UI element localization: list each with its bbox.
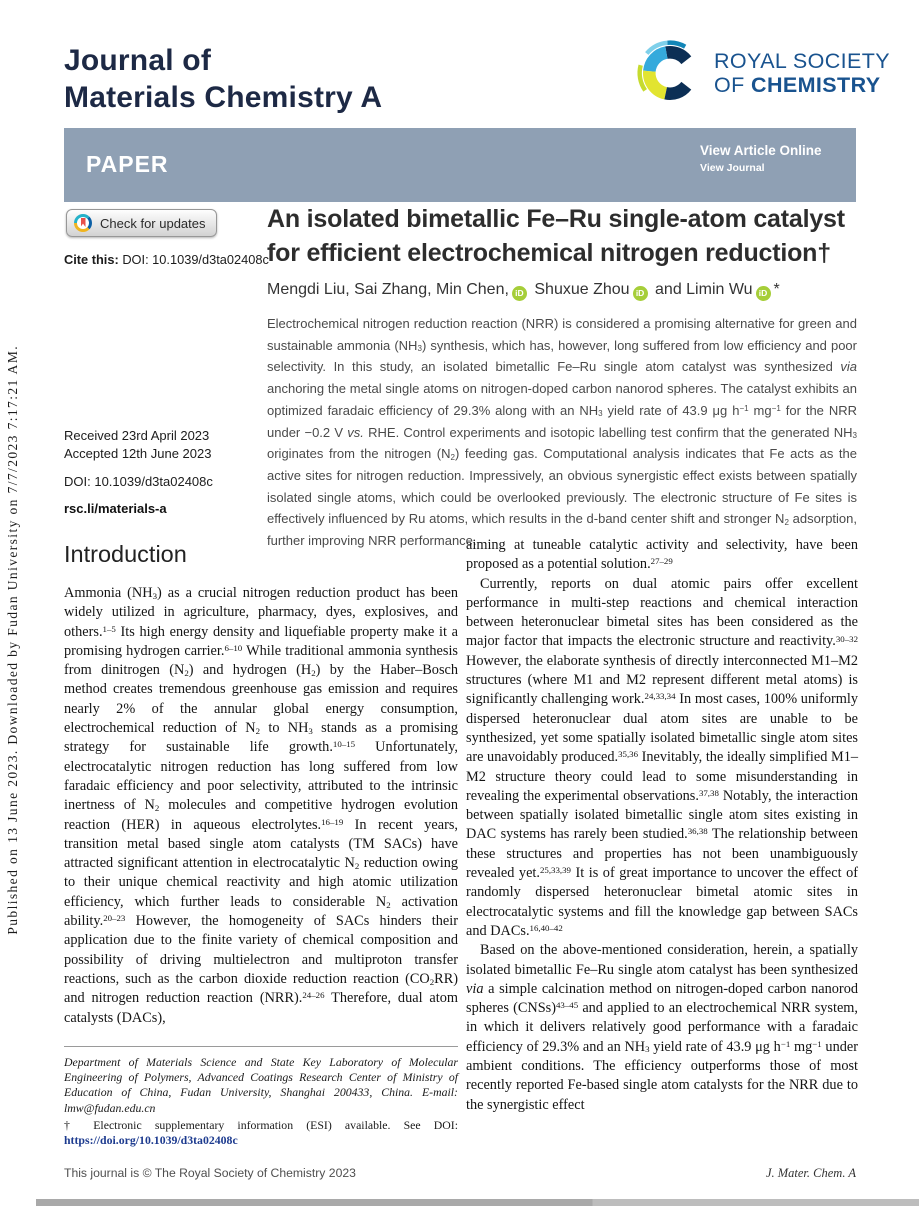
- rsc-logo-text: [714, 49, 890, 97]
- crossmark-icon: [74, 214, 92, 232]
- rsc-logo-line2: OF CHEMISTRY: [714, 73, 881, 97]
- orcid-icon[interactable]: iD: [512, 286, 527, 301]
- check-for-updates-label: Check for updates: [100, 215, 206, 231]
- esi-doi-link[interactable]: https://doi.org/10.1039/d3ta02408c: [64, 1133, 238, 1148]
- footnote-block: [64, 1046, 458, 1148]
- view-article-online-link[interactable]: View Article Online: [700, 143, 822, 158]
- intro-paragraph-1: Ammonia $(NH_3)$ as a crucial nitrogen reduction product has been widely utilized in agriculture, pharmacy, dyes, explosives, and others.$^{1-5}$ Its high energy density and liquefiable property make it a promising hydrogen carrier.$^{6-10}$ While traditional ammonia synthesis from dinitrogen $(N_2)$ and hydrogen $(H_2)$ by the Haber–Bosch method creates tremendous greenhouse gas emission and requires nearly 2% of the annular global energy consumption, electrochemical reduction of $N_2$ to $NH_3$ stands as a promising strategy for sustainable life growth.$^{10-15}$ Unfortunately, electrocatalytic nitrogen reduction has long suffered from low faradaic efficiency and poor selectivity, attributed to the intrinsic inertness of $N_2$ molecules and competitive hydrogen evolution reaction (HER) in aqueous electrolytes.$^{16-19}$ In recent years, transition metal based single atom catalysts (TM SACs) have attracted significant attention in electrocatalytic $N_2$ reduction owing to their unique chemical reactivity and high atomic utilization efficiency, which further leads to considerable $N_2$ activation ability.$^{20-23}$ However, the homogeneity of SACs hinders their application due to the finite variety of chemical composition and possibility of driving multielectron and multiproton transfer reactions, such as the carbon dioxide reduction reaction $(CO_2RR)$ and nitrogen reduction reaction (NRR).$^{24-26}$ Therefore, dual atom catalysts (DACs),: [64, 585, 459, 1026]
- received-date: Received 23rd April 2023: [64, 428, 210, 443]
- esi-note-text: † Electronic supplementary information (ESI) available. See DOI:: [64, 1117, 458, 1132]
- rsc-logo: [633, 36, 890, 110]
- author-group-3: and Limin Wu: [655, 281, 753, 298]
- intro-paragraph-1-continued: aiming at tuneable catalytic activity and selectivity, have been proposed as a potential solution.$^{27-29}$: [466, 537, 858, 573]
- author-group-1: Mengdi Liu, Sai Zhang, Min Chen,: [267, 281, 509, 298]
- cite-this-label: Cite this:: [64, 252, 119, 267]
- journal-name-line2: Materials Chemistry A: [64, 81, 383, 114]
- cite-this-line: [64, 252, 269, 267]
- accepted-date: Accepted 12th June 2023: [64, 446, 212, 461]
- journal-masthead: [64, 42, 382, 116]
- doi-line: DOI: 10.1039/d3ta02408c: [64, 474, 213, 489]
- received-accepted-dates: [64, 427, 211, 463]
- affiliation-footnote: Department of Materials Science and State Key Laboratory of Molecular Engineering of Polymers, Advanced Coatings Research Center of Ministry of Education of China, Fudan University, Shanghai 200433, China. E-mail: lmw@fudan.edu.cn: [64, 1055, 458, 1115]
- rsc-c-mark-icon: [633, 36, 707, 110]
- download-provenance-text: Published on 13 June 2023. Downloaded by Fudan University on 7/7/2023 7:17:21 AM.: [5, 345, 20, 935]
- intro-paragraph-3: Based on the above-mentioned consideration, herein, a spatially isolated bimetallic Fe–Ru single atom catalyst has been synthesized via a simple calcination method on nitrogen-doped carbon nanorod spheres (CNSs)$^{43-45}$ and applied to an electrochemical NRR system, in which it delivers relatively good performance with a faradaic efficiency of 29.3% and an $NH_3$ yield rate of 43.9 μg $h^{-1}$ $mg^{-1}$ under ambient conditions. The efficiency outperforms those of most recently reported Fe-based single atom catalysts for the NRR due to the synergistic effect: [466, 942, 858, 1113]
- orcid-icon[interactable]: iD: [756, 286, 771, 301]
- introduction-heading: Introduction: [64, 541, 187, 567]
- journal-url-link[interactable]: rsc.li/materials-a: [64, 501, 167, 516]
- page-footer: [64, 1166, 856, 1181]
- esi-footnote: [64, 1118, 458, 1148]
- intro-paragraph-2: Currently, reports on dual atomic pairs offer excellent performance in multi-step reactions and chemical interaction between heteronuclear bimetal sites has been considered as the major factor that impacts the electronic structure and reactivity.$^{30-32}$ However, the elaborate synthesis of directly interconnected M1–M2 structures (where M1 and M2 represent different metal atoms) is significantly challenging work.$^{24,33,34}$ In most cases, 100% uniformly dispersed heteronuclear dual atom sites are unable to be synthesized, yet some spatially isolated bimetallic single atom sites are unavoidably produced.$^{35,36}$ Inevitably, the ideally simplified M1–M2 structure theory could lead to some misunderstanding in revealing the experimental observations.$^{37,38}$ Notably, the interaction between spatially isolated bimetallic single atom sites existing in DAC systems has rarely been studied.$^{36,38}$ The relationship between these structures and properties has not been unambiguously revealed yet.$^{25,33,39}$ It is of great importance to uncover the effect of randomly dispersed heteronuclear bimetal atomic sites in electrocatalytic systems and fill the knowledge gap between SACs and DACs.$^{16,40-42}$: [466, 575, 858, 939]
- paper-banner: [64, 128, 856, 202]
- journal-name-line1: Journal of: [64, 44, 212, 77]
- view-journal-link[interactable]: View Journal: [700, 162, 765, 174]
- copyright-text: This journal is © The Royal Society of Chemistry 2023: [64, 1166, 356, 1180]
- orcid-icon[interactable]: iD: [633, 286, 648, 301]
- paper-banner-label: PAPER: [86, 151, 169, 177]
- cite-this-doi[interactable]: DOI: 10.1039/d3ta02408c: [122, 252, 269, 267]
- author-list: [267, 281, 780, 301]
- banner-links: [700, 143, 822, 174]
- author-group-2: Shuxue Zhou: [534, 281, 630, 298]
- body-column-right: [466, 536, 858, 1115]
- journal-abbreviation: J. Mater. Chem. A: [765, 1166, 856, 1180]
- check-for-updates-button[interactable]: [66, 209, 217, 237]
- corresponding-author-marker: *: [773, 281, 780, 298]
- article-title: An isolated bimetallic Fe–Ru single-atom catalyst for efficient electrochemical nitrogen reduction†: [267, 205, 845, 267]
- rsc-logo-line1: ROYAL SOCIETY: [714, 49, 891, 73]
- body-column-left: [64, 584, 458, 1028]
- horizontal-scrollbar[interactable]: [36, 1199, 919, 1206]
- abstract-text: Electrochemical nitrogen reduction reaction (NRR) is considered a promising alternative for green and sustainable ammonia $(NH_3)$ synthesis, which has, however, long suffered from low efficiency and poor selectivity. In this study, an isolated bimetallic Fe–Ru single atom catalyst was synthesized via anchoring the metal single atoms on nitrogen-doped carbon nanorod spheres. The catalyst exhibits an optimized faradaic efficiency of 29.3% along with an $NH_3$ yield rate of 43.9 μg $h^{-1}$ $mg^{-1}$ for the NRR under −0.2 V vs. RHE. Control experiments and isotopic labelling test confirm that the generated $NH_3$ originates from the nitrogen $(N_2)$ feeding gas. Computational analysis indicates that Fe acts as the active sites for nitrogen reduction. Impressively, an obvious synergistic effect exists between spatially isolated single atoms, which could be overlooked previously. The electronic structure of Fe sites is effectively influenced by Ru atoms, which results in the d-band center shift and stronger $N_2$ adsorption, further improving NRR performance.: [267, 316, 858, 549]
